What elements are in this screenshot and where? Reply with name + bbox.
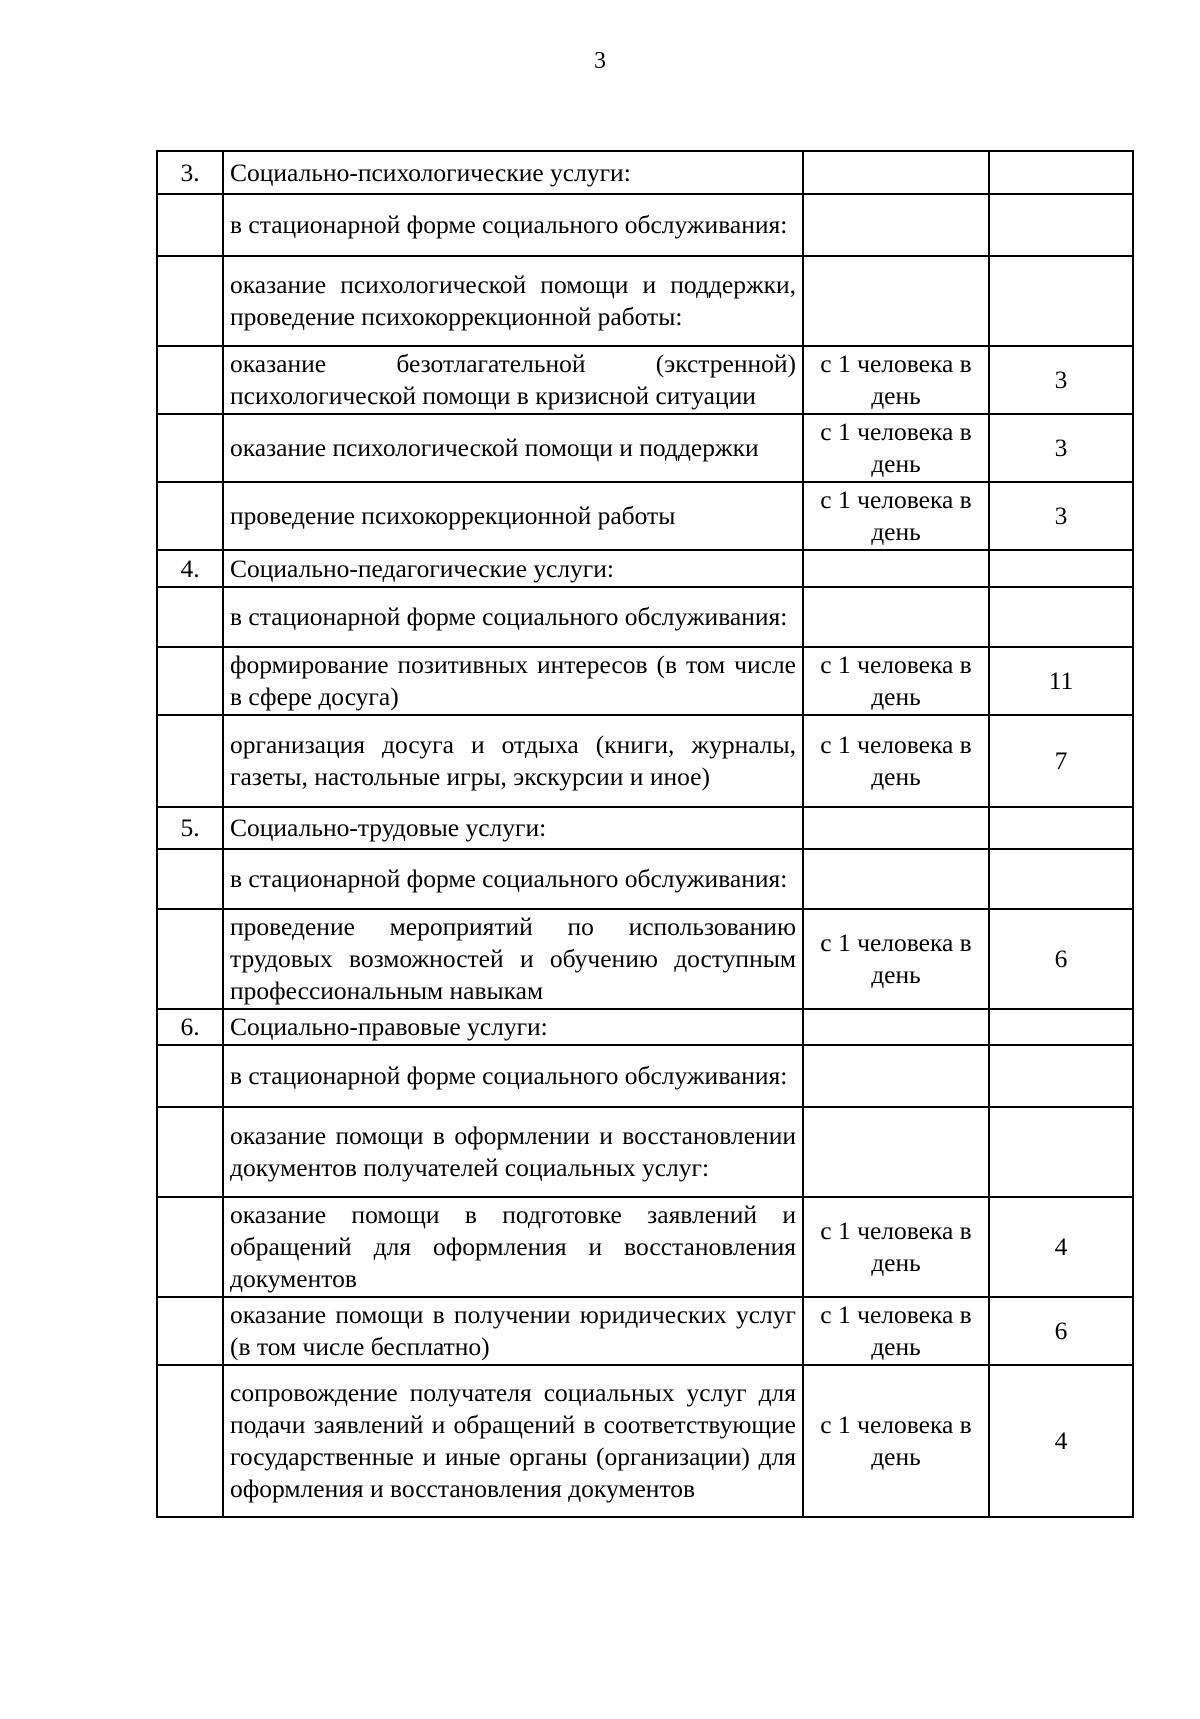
- unit-cell: [803, 1009, 989, 1045]
- value-cell: 6: [989, 1297, 1133, 1365]
- service-name-cell: оказание безотлагательной (экстренной) психологической помощи в кризисной ситуации: [223, 346, 803, 414]
- table-row: [157, 647, 1133, 715]
- row-number-cell: [157, 1107, 223, 1197]
- service-name-cell: в стационарной форме социального обслуживания:: [223, 587, 803, 647]
- value-cell: 3: [989, 414, 1133, 482]
- unit-cell: с 1 человека в день: [803, 1297, 989, 1365]
- value-cell: [989, 256, 1133, 346]
- table-row: [157, 715, 1133, 807]
- unit-cell: [803, 256, 989, 346]
- table-row: [157, 346, 1133, 414]
- value-cell: [989, 194, 1133, 256]
- value-cell: 3: [989, 346, 1133, 414]
- service-name-cell: формирование позитивных интересов (в том числе в сфере досуга): [223, 647, 803, 715]
- unit-cell: [803, 807, 989, 849]
- unit-cell: [803, 550, 989, 587]
- row-number-cell: 3.: [157, 151, 223, 194]
- row-number-cell: [157, 1365, 223, 1517]
- unit-cell: с 1 человека в день: [803, 1197, 989, 1297]
- table-row: [157, 587, 1133, 647]
- unit-cell: [803, 1107, 989, 1197]
- value-cell: 6: [989, 909, 1133, 1009]
- row-number-cell: [157, 482, 223, 550]
- row-number-cell: [157, 647, 223, 715]
- row-number-cell: [157, 1297, 223, 1365]
- row-number-cell: 4.: [157, 550, 223, 587]
- service-name-cell: Социально-психологические услуги:: [223, 151, 803, 194]
- table-row: [157, 909, 1133, 1009]
- row-number-cell: [157, 194, 223, 256]
- service-name-cell: проведение мероприятий по использованию трудовых возможностей и обучению доступным профессиональным навыкам: [223, 909, 803, 1009]
- row-number-cell: [157, 909, 223, 1009]
- section-row: [157, 807, 1133, 849]
- unit-cell: с 1 человека в день: [803, 414, 989, 482]
- page-number: 3: [594, 48, 606, 74]
- service-name-cell: оказание помощи в подготовке заявлений и обращений для оформления и восстановления документов: [223, 1197, 803, 1297]
- value-cell: 4: [989, 1197, 1133, 1297]
- row-number-cell: 5.: [157, 807, 223, 849]
- table-row: [157, 1107, 1133, 1197]
- unit-cell: с 1 человека в день: [803, 346, 989, 414]
- service-name-cell: оказание помощи в оформлении и восстановлении документов получателей социальных услуг:: [223, 1107, 803, 1197]
- service-name-cell: оказание помощи в получении юридических услуг (в том числе бесплатно): [223, 1297, 803, 1365]
- service-name-cell: Социально-правовые услуги:: [223, 1009, 803, 1045]
- unit-cell: [803, 849, 989, 909]
- unit-cell: с 1 человека в день: [803, 482, 989, 550]
- row-number-cell: [157, 1197, 223, 1297]
- value-cell: [989, 1107, 1133, 1197]
- row-number-cell: [157, 849, 223, 909]
- value-cell: 11: [989, 647, 1133, 715]
- row-number-cell: 6.: [157, 1009, 223, 1045]
- table-row: [157, 1197, 1133, 1297]
- table-row: [157, 256, 1133, 346]
- section-row: [157, 550, 1133, 587]
- value-cell: 4: [989, 1365, 1133, 1517]
- unit-cell: с 1 человека в день: [803, 1365, 989, 1517]
- unit-cell: с 1 человека в день: [803, 647, 989, 715]
- services-table-body: [157, 151, 1133, 1517]
- section-row: [157, 1009, 1133, 1045]
- table-row: [157, 1365, 1133, 1517]
- unit-cell: [803, 1045, 989, 1107]
- table-row: [157, 1045, 1133, 1107]
- unit-cell: [803, 151, 989, 194]
- table-row: [157, 414, 1133, 482]
- service-name-cell: проведение психокоррекционной работы: [223, 482, 803, 550]
- row-number-cell: [157, 414, 223, 482]
- unit-cell: [803, 194, 989, 256]
- service-name-cell: Социально-трудовые услуги:: [223, 807, 803, 849]
- row-number-cell: [157, 587, 223, 647]
- value-cell: [989, 807, 1133, 849]
- table-row: [157, 482, 1133, 550]
- table-row: [157, 194, 1133, 256]
- row-number-cell: [157, 256, 223, 346]
- value-cell: [989, 1009, 1133, 1045]
- section-row: [157, 151, 1133, 194]
- table-row: [157, 849, 1133, 909]
- service-name-cell: в стационарной форме социального обслуживания:: [223, 849, 803, 909]
- value-cell: 7: [989, 715, 1133, 807]
- table-row: [157, 1297, 1133, 1365]
- value-cell: [989, 849, 1133, 909]
- service-name-cell: оказание психологической помощи и поддержки: [223, 414, 803, 482]
- service-name-cell: Социально-педагогические услуги:: [223, 550, 803, 587]
- value-cell: [989, 587, 1133, 647]
- unit-cell: [803, 587, 989, 647]
- value-cell: [989, 1045, 1133, 1107]
- row-number-cell: [157, 715, 223, 807]
- service-name-cell: в стационарной форме социального обслуживания:: [223, 1045, 803, 1107]
- value-cell: [989, 151, 1133, 194]
- service-name-cell: организация досуга и отдыха (книги, журналы, газеты, настольные игры, экскурсии и иное): [223, 715, 803, 807]
- value-cell: 3: [989, 482, 1133, 550]
- row-number-cell: [157, 346, 223, 414]
- service-name-cell: сопровождение получателя социальных услуг для подачи заявлений и обращений в соответствующие государственные и иные органы (организации) для оформления и восстановления документов: [223, 1365, 803, 1517]
- service-name-cell: в стационарной форме социального обслуживания:: [223, 194, 803, 256]
- row-number-cell: [157, 1045, 223, 1107]
- unit-cell: с 1 человека в день: [803, 909, 989, 1009]
- service-name-cell: оказание психологической помощи и поддержки, проведение психокоррекционной работы:: [223, 256, 803, 346]
- services-table: [156, 150, 1134, 1518]
- unit-cell: с 1 человека в день: [803, 715, 989, 807]
- value-cell: [989, 550, 1133, 587]
